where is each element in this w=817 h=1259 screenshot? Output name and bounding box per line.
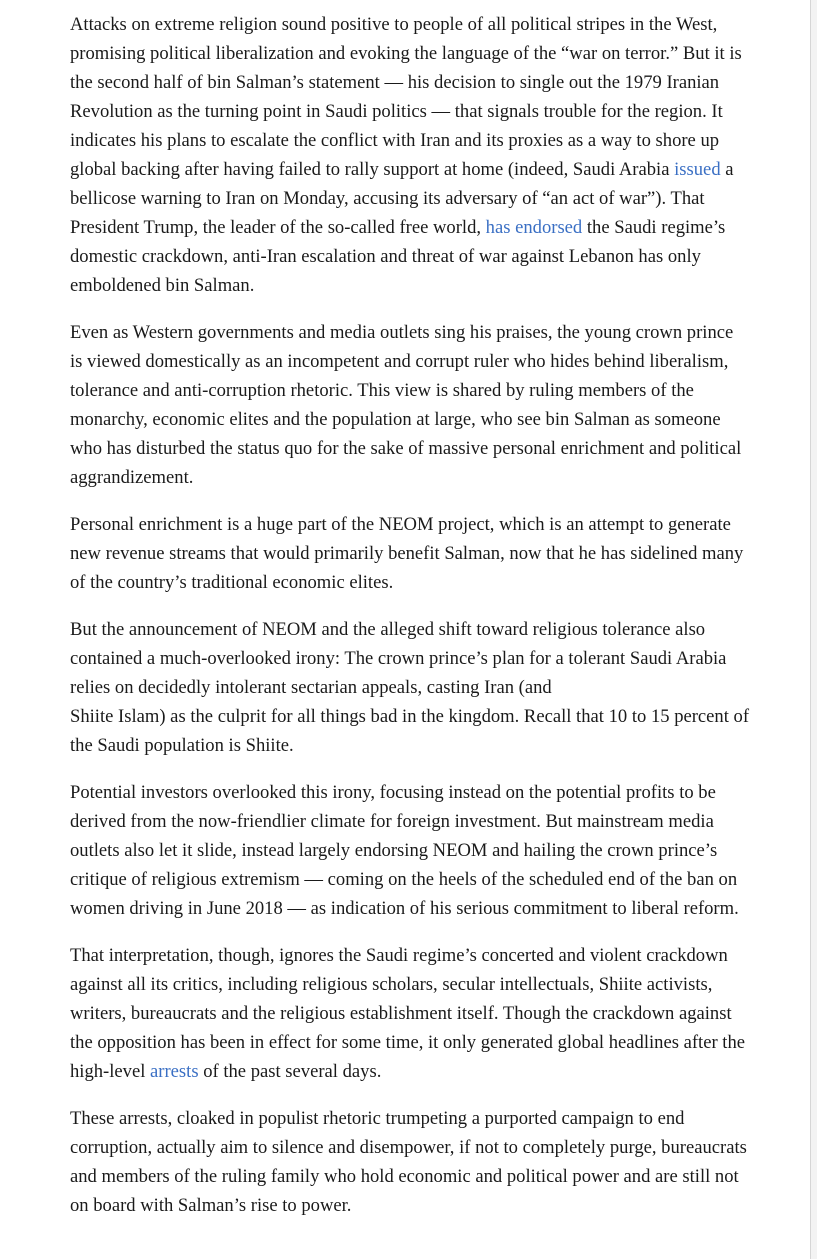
paragraph-6: [70, 941, 750, 1086]
paragraph-1: [70, 10, 750, 300]
paragraph-6-text-b: of the past several days.: [198, 1061, 382, 1082]
paragraph-4-text-a: But the announcement of NEOM and the alleged shift toward religious tolerance also contained a much-overlooked irony: The crown prince’s plan for a tolerant Saudi Arabia relies on decidedly intolerant sectarian appeals, casting Iran (and: [70, 619, 727, 698]
issued-link[interactable]: issued: [674, 159, 721, 180]
paragraph-5: Potential investors overlooked this irony, focusing instead on the potential profits to be derived from the now-friendlier climate for foreign investment. But mainstream media outlets also let it slide, instead largely endorsing NEOM and hailing the crown prince’s critique of religious extremism — coming on the heels of the scheduled end of the ban on women driving in June 2018 — as indication of his serious commitment to liberal reform.: [70, 782, 739, 919]
paragraph-6-text-a: That interpretation, though, ignores the Saudi regime’s concerted and violent crackdown against all its critics, including religious scholars, secular intellectuals, Shiite activists, writers, bureaucrats and the religious establishment itself. Though the crackdown against the opposition has been in effect for some time, it only generated global headlines after the high-level: [70, 945, 746, 1082]
paragraph-4: [70, 615, 750, 760]
article-body: [70, 10, 750, 1238]
paragraph-1-text-c: the Saudi regime’s domestic crackdown, anti-Iran escalation and threat of war against Lebanon has only emboldened bin Salman.: [70, 217, 726, 296]
arrests-link[interactable]: arrests: [150, 1061, 199, 1082]
paragraph-4-text-b: Shiite Islam) as the culprit for all things bad in the kingdom. Recall that 10 to 15 percent of the Saudi population is Shiite.: [70, 706, 750, 756]
paragraph-7: These arrests, cloaked in populist rhetoric trumpeting a purported campaign to end corruption, actually aim to silence and disempower, if not to completely purge, bureaucrats and members of the ruling family who hold economic and political power and are still not on board with Salman’s rise to power.: [70, 1108, 747, 1216]
paragraph-3: Personal enrichment is a huge part of the NEOM project, which is an attempt to generate new revenue streams that would primarily benefit Salman, now that he has sidelined many of the country’s traditional economic elites.: [70, 514, 744, 593]
paragraph-1-text-b: a bellicose warning to Iran on Monday, accusing its adversary of “an act of war”). That President Trump, the leader of the so-called free world,: [70, 159, 734, 238]
paragraph-1-text-a: Attacks on extreme religion sound positive to people of all political stripes in the West, promising political liberalization and evoking the language of the “war on terror.” But it is the second half of bin Salman’s statement — his decision to single out the 1979 Iranian Revolution as the turning point in Saudi politics — that signals trouble for the region. It indicates his plans to escalate the conflict with Iran and its proxies as a way to shore up global backing after having failed to rally support at home (indeed, Saudi Arabia: [70, 14, 742, 180]
paragraph-2: Even as Western governments and media outlets sing his praises, the young crown prince is viewed domestically as an incompetent and corrupt ruler who hides behind liberalism, tolerance and anti-corruption rhetoric. This view is shared by ruling members of the monarchy, economic elites and the population at large, who see bin Salman as someone who has disturbed the status quo for the sake of massive personal enrichment and political aggrandizement.: [70, 322, 742, 488]
has-endorsed-link[interactable]: has endorsed: [485, 217, 583, 238]
